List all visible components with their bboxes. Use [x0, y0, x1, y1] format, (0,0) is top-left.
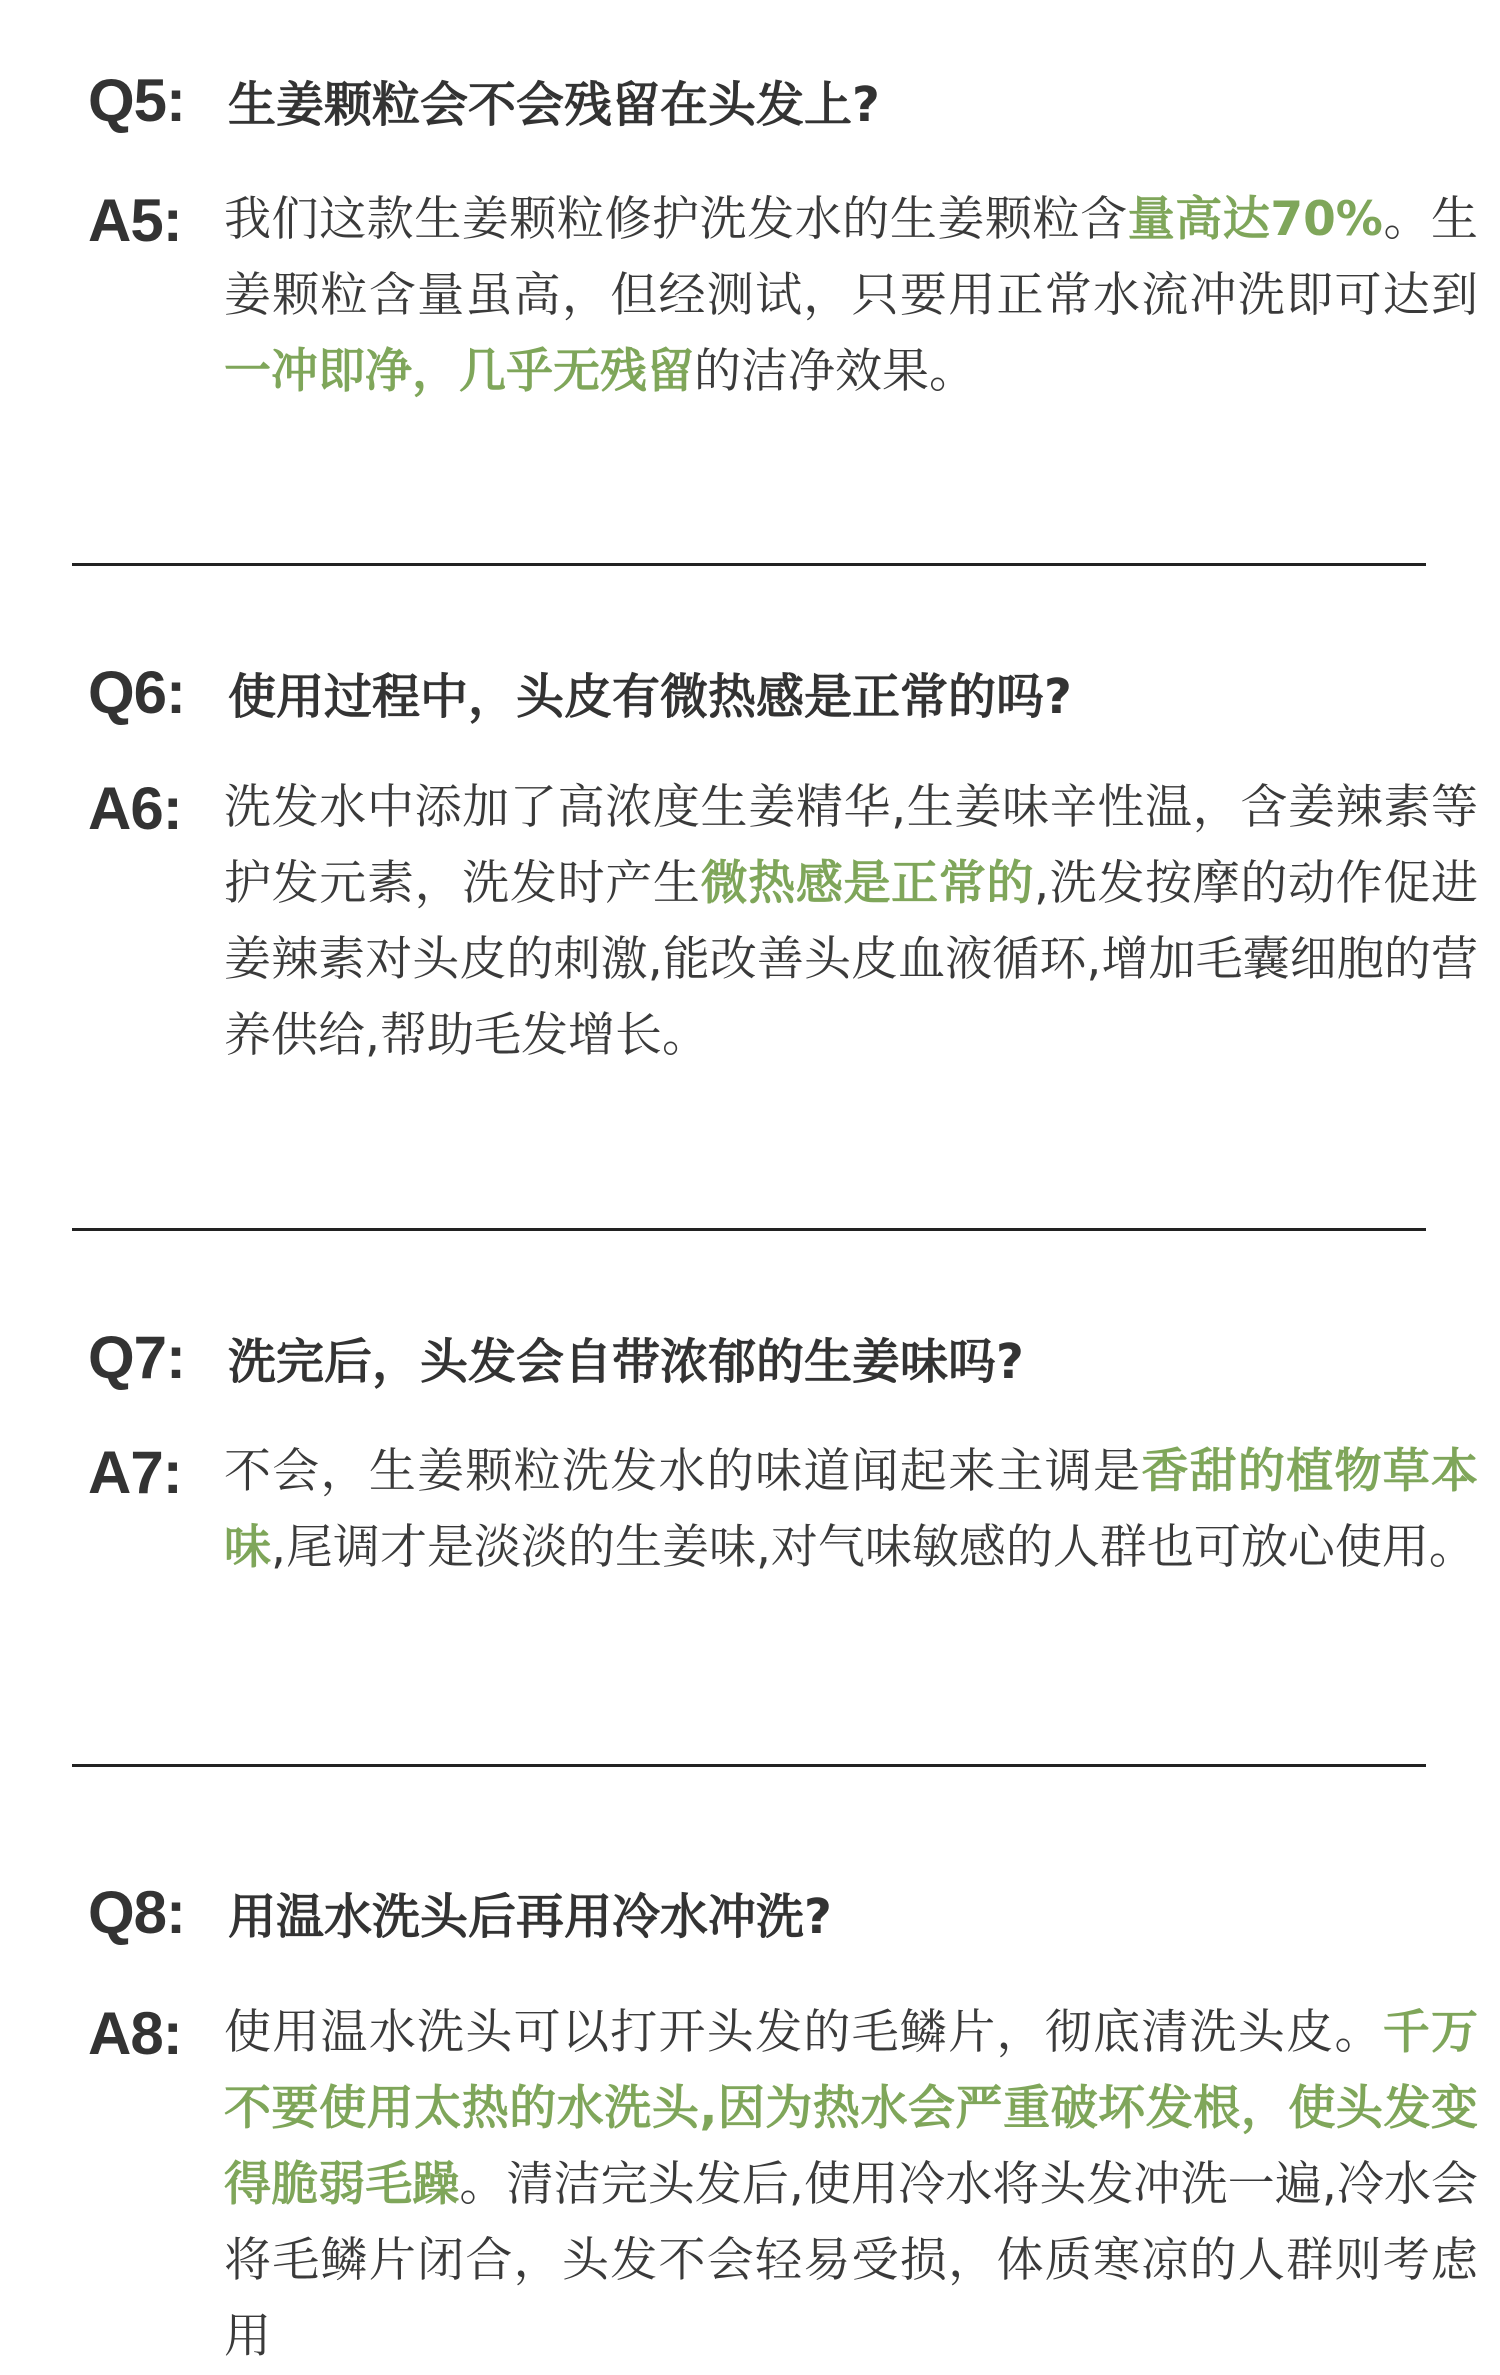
answer-segment: 。生姜颗粒含量虽高，但经测试，只要用正常水流冲洗即可达到: [224, 192, 1478, 323]
answer-segment: 的洁净效果。: [694, 344, 976, 399]
question-row: [88, 652, 1418, 732]
answer-tag: A8:: [88, 2000, 182, 2067]
question-row: [88, 1872, 1418, 1952]
answer-segment: 我们这款生姜颗粒修护洗发水的生姜颗粒含: [224, 192, 1128, 247]
question-tag: Q5:: [88, 66, 186, 134]
answer-segment: ,洗发按摩的动作促进姜辣素对头皮的刺激,能改善头皮血液循环,增加毛囊细胞的营养供给,帮助毛发增长。: [224, 856, 1478, 1063]
answer-tag: A6:: [88, 775, 182, 842]
answer-segment: 。清洁完头发后,使用冷水将头发冲洗一遍,冷水会将毛鳞片闭合，头发不会轻易受损，体质寒凉的人群则考虑用: [224, 2157, 1478, 2364]
answer-highlight: 一冲即净，几乎无残留: [224, 344, 694, 399]
answer-text: [224, 182, 1478, 410]
question-row: [88, 60, 1418, 140]
answer-tag: A5:: [88, 187, 182, 254]
question-text: 使用过程中，头皮有微热感是正常的吗?: [228, 668, 1072, 725]
divider-line: [72, 1764, 1426, 1767]
answer-highlight: 香甜的植物草本味: [224, 1444, 1479, 1575]
answer-segment: ,尾调才是淡淡的生姜味,对气味敏感的人群也可放心使用。: [271, 1520, 1476, 1575]
answer-highlight: 千万不要使用太热的水洗头,因为热水会严重破坏发根，使头发变得脆弱毛躁: [224, 2005, 1478, 2212]
question-text: 用温水洗头后再用冷水冲洗?: [228, 1888, 832, 1945]
answer-text: [224, 1995, 1478, 2375]
answer-highlight: 量高达70%: [1127, 192, 1383, 247]
question-tag: Q8:: [88, 1878, 186, 1946]
answer-text: [224, 1434, 1478, 1586]
question-text: 生姜颗粒会不会残留在头发上?: [228, 76, 880, 133]
divider-line: [72, 563, 1426, 566]
question-text: 洗完后，头发会自带浓郁的生姜味吗?: [228, 1333, 1024, 1390]
answer-tag: A7:: [88, 1439, 182, 1506]
answer-text: [224, 770, 1478, 1074]
question-tag: Q6:: [88, 658, 186, 726]
answer-highlight: 微热感是正常的: [700, 856, 1035, 911]
question-tag: Q7:: [88, 1323, 186, 1391]
question-row: [88, 1317, 1418, 1397]
answer-segment: 不会，生姜颗粒洗发水的味道闻起来主调是: [224, 1444, 1142, 1499]
divider-line: [72, 1228, 1426, 1231]
answer-segment: 使用温水洗头可以打开头发的毛鳞片，彻底清洗头皮。: [224, 2005, 1383, 2060]
answer-segment: 洗发水中添加了高浓度生姜精华,生姜味辛性温，含姜辣素等护发元素，洗发时产生: [224, 780, 1478, 911]
